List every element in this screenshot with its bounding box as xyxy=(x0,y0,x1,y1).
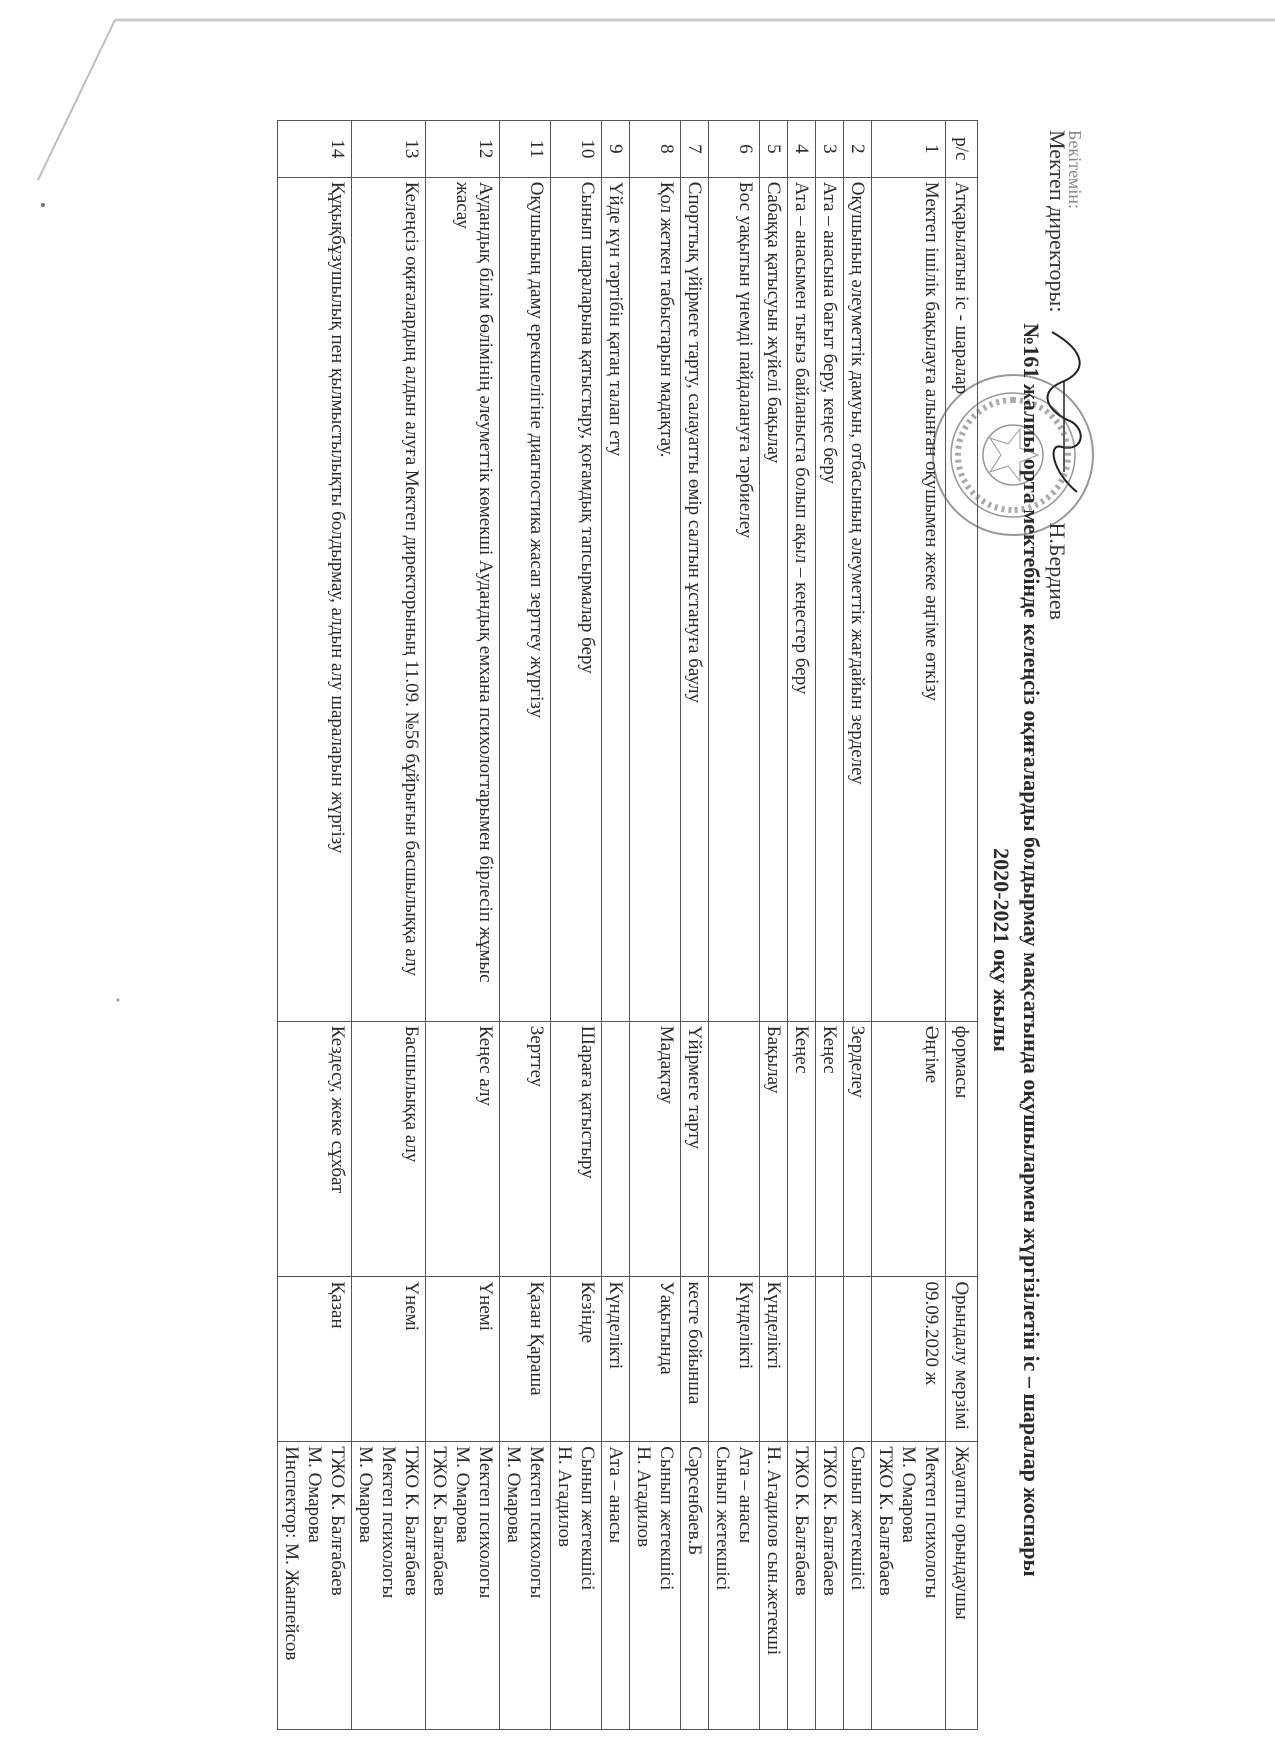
row-date: кесте бойынша xyxy=(681,1277,709,1442)
row-form: Басшылыққа алу xyxy=(352,1021,426,1277)
table-row xyxy=(872,121,946,1730)
director-label: Мектеп директоры: xyxy=(1045,130,1070,313)
header-date: Орындалу мерзімі xyxy=(946,1277,978,1442)
responsible-person: ТЖО К. Балғабаев xyxy=(875,1446,896,1596)
table-row xyxy=(630,121,681,1730)
row-num: 12 xyxy=(426,121,500,178)
row-event: Құқықбұзушылық пен қылмыстылықты болдырмау, алдын алу шараларын жүргізу xyxy=(278,177,352,1021)
row-num: 4 xyxy=(788,121,816,178)
table-row xyxy=(788,121,816,1730)
responsible-person: ТЖО К. Балғабаев xyxy=(819,1446,840,1596)
row-form: Әңгіме xyxy=(872,1021,946,1277)
row-form: Бақылау xyxy=(760,1021,788,1277)
row-date: Күнделікті xyxy=(760,1277,788,1442)
table-row xyxy=(602,121,630,1730)
header-form: формасы xyxy=(946,1021,978,1277)
table-row xyxy=(426,121,500,1730)
responsible-person: Н. Агадилов xyxy=(633,1446,654,1548)
table-row xyxy=(816,121,844,1730)
rotated-document-page xyxy=(0,120,1090,1740)
responsible-person: М. Омарова xyxy=(503,1446,524,1543)
responsible-person: Ата – анасы xyxy=(735,1446,756,1544)
row-responsible xyxy=(816,1442,844,1730)
row-date: Күнделікті xyxy=(709,1277,760,1442)
row-date: Кезінде xyxy=(551,1277,602,1442)
responsible-person: Инспектор: М. Жанпейсов xyxy=(281,1446,302,1661)
row-responsible xyxy=(551,1442,602,1730)
row-responsible xyxy=(500,1442,551,1730)
row-form xyxy=(602,1021,630,1277)
row-date xyxy=(816,1277,844,1442)
header-responsible: Жауапты орындаушы xyxy=(946,1442,978,1730)
row-event: Мектеп ішілік бақылауға алынған оқушымен жеке әңгіме өткізу xyxy=(872,177,946,1021)
row-num: 7 xyxy=(681,121,709,178)
responsible-person: ТЖО К. Балғабаев xyxy=(327,1446,348,1596)
row-form: Кездесу, жеке сұхбат xyxy=(278,1021,352,1277)
responsible-person: Н. Агадилов xyxy=(554,1446,575,1548)
row-form: Мадақтау xyxy=(630,1021,681,1277)
row-date: Үнемі xyxy=(352,1277,426,1442)
plan-table-body xyxy=(278,121,946,1730)
row-num: 10 xyxy=(551,121,602,178)
responsible-person: Ата – анасы xyxy=(605,1446,626,1544)
responsible-person: Сынып жетекшісі xyxy=(656,1446,677,1591)
row-num: 1 xyxy=(872,121,946,178)
row-responsible xyxy=(602,1442,630,1730)
row-event: Спорттық үйірмеге тарту, салауатты өмір салтын ұстануға баулу xyxy=(681,177,709,1021)
row-responsible xyxy=(709,1442,760,1730)
responsible-person: М. Омарова xyxy=(355,1446,376,1543)
responsible-person: Мектеп психологы xyxy=(475,1446,496,1599)
row-date xyxy=(788,1277,816,1442)
row-date: Үнемі xyxy=(426,1277,500,1442)
responsible-person: Сәрсенбаев.Б xyxy=(684,1446,705,1556)
header-num: р/с xyxy=(946,121,978,178)
row-num: 13 xyxy=(352,121,426,178)
row-form xyxy=(709,1021,760,1277)
row-num: 14 xyxy=(278,121,352,178)
table-row xyxy=(844,121,872,1730)
plan-table xyxy=(277,120,978,1730)
row-num: 9 xyxy=(602,121,630,178)
responsible-person: М. Омарова xyxy=(304,1446,325,1543)
row-form: Кеңес xyxy=(816,1021,844,1277)
row-responsible xyxy=(844,1442,872,1730)
row-form: Шараға қатыстыру xyxy=(551,1021,602,1277)
responsible-person: ТЖО К. Балғабаев xyxy=(429,1446,450,1596)
table-row xyxy=(681,121,709,1730)
row-responsible xyxy=(426,1442,500,1730)
row-responsible xyxy=(278,1442,352,1730)
row-form: Үйірмеге тарту xyxy=(681,1021,709,1277)
row-event: Сабаққа қатысуын жүйелі бақылау xyxy=(760,177,788,1021)
table-row xyxy=(760,121,788,1730)
row-responsible xyxy=(681,1442,709,1730)
row-responsible xyxy=(788,1442,816,1730)
table-row xyxy=(278,121,352,1730)
responsible-person: ТЖО К. Балғабаев xyxy=(791,1446,812,1596)
responsible-person: Сынып жетекшісі xyxy=(577,1446,598,1591)
row-event: Ата – анасына бағыт беру, кеңес беру xyxy=(816,177,844,1021)
approval-cut-line: Бекітемін: xyxy=(1065,130,1085,209)
row-num: 2 xyxy=(844,121,872,178)
document-subtitle: 2020-2021 оқу жылы xyxy=(989,848,1014,1052)
row-event: Келеңсіз оқиғалардың алдын алуға Мектеп директорының 11.09. №56 бұйрығын басшылыққа алу xyxy=(352,177,426,1021)
row-responsible xyxy=(760,1442,788,1730)
header-event: Атқарылатын іс - шаралар xyxy=(946,177,978,1021)
row-date: Қазан Қараша xyxy=(500,1277,551,1442)
row-event: Ата – анасымен тығыз байланыста болып ақыл – кеңестер беру xyxy=(788,177,816,1021)
row-responsible xyxy=(872,1442,946,1730)
director-name: Н.Бердиев xyxy=(1045,522,1070,621)
responsible-person: Н. Агадилов сын.жетекші xyxy=(763,1446,784,1656)
responsible-person: Мектеп психологы xyxy=(921,1446,942,1599)
row-date: 09.09.2020 ж xyxy=(872,1277,946,1442)
responsible-person: Сынып жетекшісі xyxy=(847,1446,868,1591)
row-num: 6 xyxy=(709,121,760,178)
row-num: 5 xyxy=(760,121,788,178)
row-responsible xyxy=(630,1442,681,1730)
table-row xyxy=(709,121,760,1730)
row-date xyxy=(844,1277,872,1442)
responsible-person: Мектеп психологы xyxy=(526,1446,547,1599)
row-event: Қол жеткен табыстарын мадақтау. xyxy=(630,177,681,1021)
responsible-person: Мектеп психологы xyxy=(378,1446,399,1599)
row-event: Оқушының әлеуметтік дамуын, отбасының әлеуметтік жағдайын зерделеу xyxy=(844,177,872,1021)
row-event: Үйде күн тәртібін қатаң талап ету xyxy=(602,177,630,1021)
row-form: Зерттеу xyxy=(500,1021,551,1277)
responsible-person: Сынып жетекшісі xyxy=(712,1446,733,1591)
row-event: Бос уақытын үнемді пайдалануға тәрбиелеу xyxy=(709,177,760,1021)
row-num: 8 xyxy=(630,121,681,178)
row-date: Қазан xyxy=(278,1277,352,1442)
row-form: Кеңес алу xyxy=(426,1021,500,1277)
responsible-person: М. Омарова xyxy=(898,1446,919,1543)
table-row xyxy=(500,121,551,1730)
table-header-row xyxy=(946,121,978,1730)
row-date: Уақытында xyxy=(630,1277,681,1442)
row-event: Оқушының даму ерекшелігіне диагностика жасап зерттеу жүргізу xyxy=(500,177,551,1021)
table-row xyxy=(551,121,602,1730)
row-event: Сынып шараларына қатыстыру, қоғамдық тапсырмалар беру xyxy=(551,177,602,1021)
document-title: №161 жалпы орта мектебінде келеңсіз оқиғаларды болдырмау мақсатында оқушылармен жүргізілетін іс – шаралар жоспары xyxy=(1019,323,1044,1577)
row-date: Күнделікті xyxy=(602,1277,630,1442)
responsible-person: ТЖО К. Балғабаев xyxy=(401,1446,422,1596)
table-row xyxy=(352,121,426,1730)
row-num: 11 xyxy=(500,121,551,178)
row-num: 3 xyxy=(816,121,844,178)
row-form: Зерделеу xyxy=(844,1021,872,1277)
row-responsible xyxy=(352,1442,426,1730)
row-event: Аудандық білім бөлімінің әлеуметтік көмекші Аудандық емхана психологтарымен бірлесіп жұмыс жасау xyxy=(426,177,500,1021)
row-form: Кеңес xyxy=(788,1021,816,1277)
responsible-person: М. Омарова xyxy=(452,1446,473,1543)
